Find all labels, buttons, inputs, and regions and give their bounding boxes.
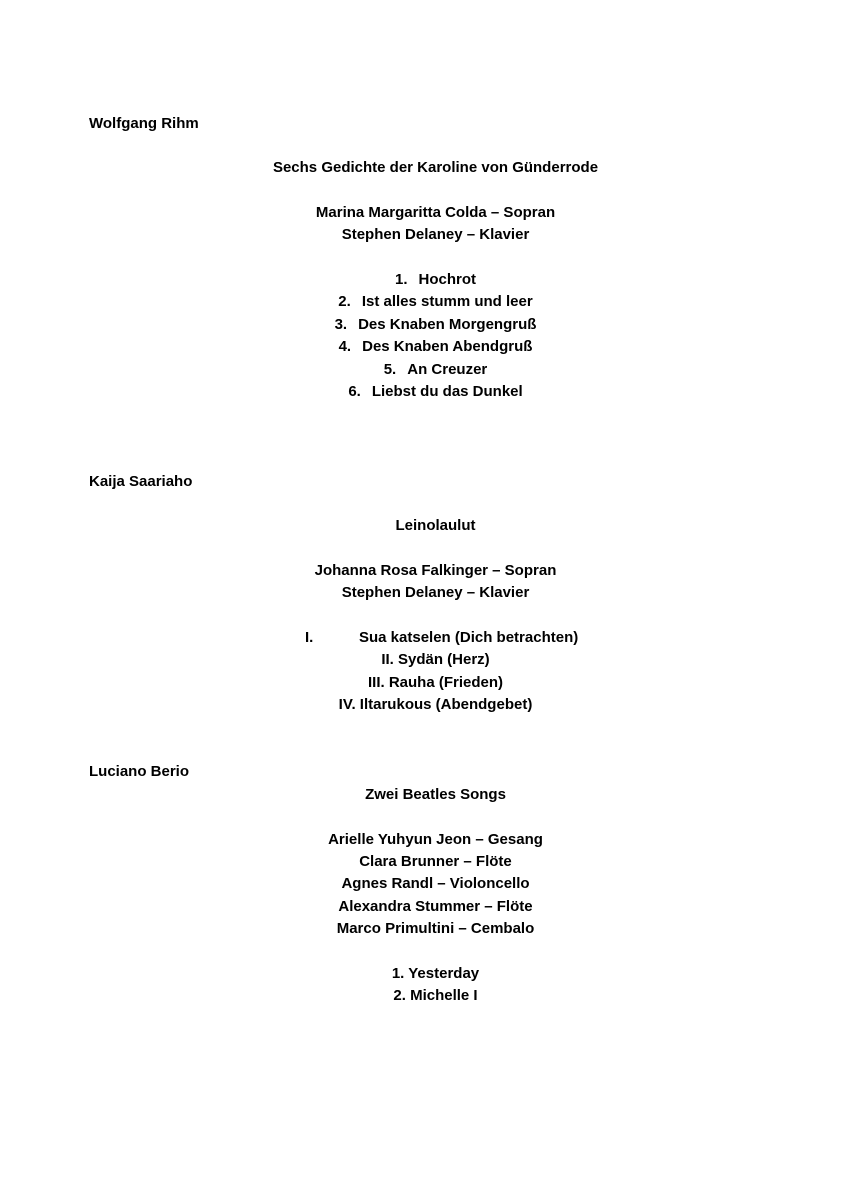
performer-line: Marina Margaritta Colda – Sopran (315, 204, 556, 221)
movement-number: 5. (383, 361, 397, 378)
movement-item (305, 629, 578, 647)
movement-item: II. Sydän (Herz) (381, 651, 490, 668)
movement-number: 4. (338, 338, 352, 355)
movement-item (0, 293, 863, 311)
movement-name: An Creuzer (407, 361, 488, 378)
movement-name: Ist alles stumm und leer (361, 293, 533, 310)
movement-name: Liebst du das Dunkel (371, 383, 523, 400)
movement-item: 1. Yesterday (391, 965, 480, 982)
performer-line: Arielle Yuhyun Jeon – Gesang (328, 831, 543, 848)
movement-number: 3. (334, 316, 348, 333)
piece-title: Leinolaulut (395, 517, 476, 534)
performer-line: Marco Primultini – Cembalo (336, 920, 535, 937)
movement-name: Des Knaben Morgengruß (358, 316, 537, 333)
movement-name: Hochrot (418, 271, 476, 288)
performer-line: Stephen Delaney – Klavier (341, 226, 530, 243)
movement-item (0, 361, 863, 379)
movement-number: 6. (348, 383, 361, 400)
piece-title: Zwei Beatles Songs (365, 786, 506, 803)
movement-number: 2. (338, 293, 351, 310)
movement-item: IV. Iltarukous (Abendgebet) (338, 696, 533, 713)
composer-name: Wolfgang Rihm (89, 115, 199, 132)
performer-line: Clara Brunner – Flöte (359, 853, 512, 870)
composer-name: Kaija Saariaho (89, 473, 193, 490)
movement-number: I. (305, 629, 314, 646)
performer-line: Stephen Delaney – Klavier (341, 584, 530, 601)
movement-item (0, 271, 863, 289)
movement-name: Des Knaben Abendgruß (362, 338, 533, 355)
performer-line: Johanna Rosa Falkinger – Sopran (314, 562, 557, 579)
movement-item (0, 338, 863, 356)
composer-name: Luciano Berio (89, 763, 190, 780)
movement-item (0, 383, 863, 401)
movement-name: Sua katselen (Dich betrachten) (359, 629, 579, 646)
movement-item: III. Rauha (Frieden) (367, 674, 503, 691)
movement-item (0, 316, 863, 334)
performer-line: Alexandra Stummer – Flöte (338, 898, 533, 915)
piece-title: Sechs Gedichte der Karoline von Günderrode (272, 159, 599, 176)
movement-item: 2. Michelle I (393, 987, 478, 1004)
performer-line: Agnes Randl – Violoncello (341, 875, 530, 892)
movement-number: 1. (394, 271, 408, 288)
